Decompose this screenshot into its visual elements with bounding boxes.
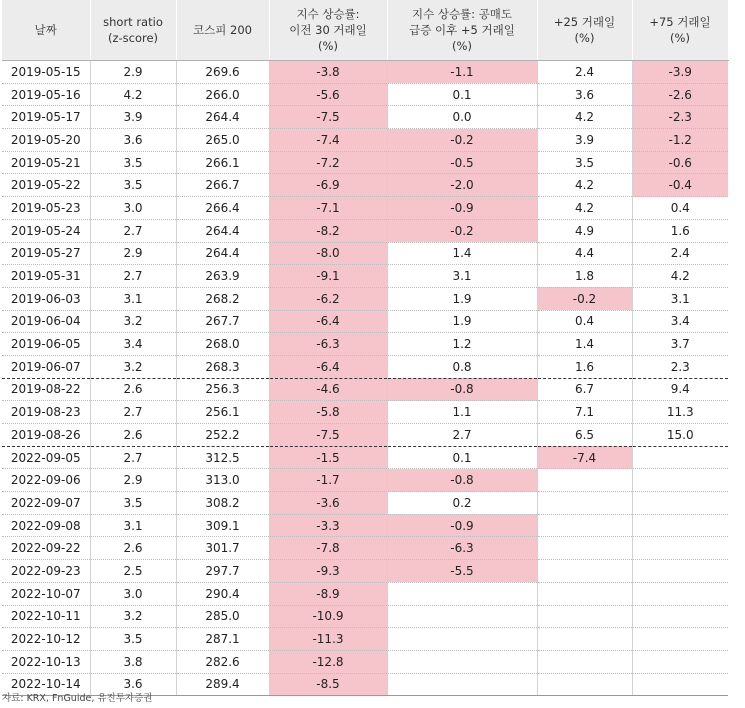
prev30-return-cell: -5.8 [269, 401, 387, 424]
plus25-return-cell: 6.5 [537, 424, 632, 447]
short-ratio-cell: 2.6 [90, 424, 176, 447]
kospi200-cell: 313.0 [176, 469, 269, 492]
kospi200-cell: 264.4 [176, 106, 269, 129]
date-cell: 2022-09-23 [2, 560, 90, 583]
prev30-return-cell: -6.4 [269, 310, 387, 333]
plus5-return-cell: 1.1 [387, 401, 537, 424]
prev30-return-cell: -12.8 [269, 650, 387, 673]
date-cell: 2022-09-05 [2, 446, 90, 469]
table-row [2, 61, 728, 84]
kospi200-cell: 267.7 [176, 310, 269, 333]
header-line: (%) [318, 39, 338, 53]
table-row [2, 424, 728, 447]
plus5-return-cell [387, 605, 537, 628]
short-ratio-cell: 2.7 [90, 446, 176, 469]
plus5-return-cell: 0.1 [387, 83, 537, 106]
plus25-return-cell: 4.2 [537, 174, 632, 197]
plus5-return-cell: -5.5 [387, 560, 537, 583]
plus25-return-cell: 4.4 [537, 242, 632, 265]
plus75-return-cell: 3.4 [632, 310, 728, 333]
prev30-return-cell: -8.2 [269, 219, 387, 242]
prev30-return-cell: -9.3 [269, 560, 387, 583]
kospi200-cell: 268.3 [176, 355, 269, 378]
short-ratio-cell: 3.0 [90, 197, 176, 220]
plus25-return-cell [537, 560, 632, 583]
date-header [2, 0, 90, 61]
kospi200-cell: 269.6 [176, 61, 269, 84]
header-row [2, 0, 728, 61]
prev30-return-cell: -3.8 [269, 61, 387, 84]
table-row [2, 537, 728, 560]
prev30-return-cell: -8.0 [269, 242, 387, 265]
plus5-return-cell: -0.8 [387, 469, 537, 492]
short-ratio-cell: 2.7 [90, 401, 176, 424]
table-row [2, 242, 728, 265]
plus5-return-cell: 0.1 [387, 446, 537, 469]
plus5-return-cell: -0.2 [387, 219, 537, 242]
prev30-return-cell: -3.3 [269, 514, 387, 537]
plus25-return-cell [537, 582, 632, 605]
header-line: 급증 이후 +5 거래일 [409, 23, 515, 37]
plus75-return-cell: 2.4 [632, 242, 728, 265]
plus25-return-cell: 4.9 [537, 219, 632, 242]
plus75-return-cell: 11.3 [632, 401, 728, 424]
kospi200-cell: 285.0 [176, 605, 269, 628]
plus25-return-cell: 0.4 [537, 310, 632, 333]
short-ratio-cell: 3.5 [90, 151, 176, 174]
plus75-return-cell: 2.3 [632, 355, 728, 378]
kospi200-cell: 308.2 [176, 492, 269, 515]
table-row [2, 650, 728, 673]
plus25-return-cell: 6.7 [537, 378, 632, 401]
prev30-return-cell: -7.1 [269, 197, 387, 220]
prev30-return-cell: -7.8 [269, 537, 387, 560]
short-ratio-cell: 3.1 [90, 514, 176, 537]
date-cell: 2019-08-22 [2, 378, 90, 401]
plus75-return-cell [632, 446, 728, 469]
plus75-return-cell: -1.2 [632, 129, 728, 152]
table-row [2, 446, 728, 469]
header-line: (%) [670, 31, 690, 45]
short-ratio-cell: 3.2 [90, 355, 176, 378]
date-cell: 2022-09-07 [2, 492, 90, 515]
short-ratio-cell: 2.9 [90, 242, 176, 265]
header-line: +25 거래일 [553, 15, 616, 29]
short-ratio-cell: 3.0 [90, 582, 176, 605]
plus5-return-cell: 0.2 [387, 492, 537, 515]
kospi200-cell: 266.1 [176, 151, 269, 174]
plus75-return-cell: 1.6 [632, 219, 728, 242]
plus5-return-cell: 1.4 [387, 242, 537, 265]
kospi200-cell: 256.1 [176, 401, 269, 424]
short-ratio-cell: 3.9 [90, 106, 176, 129]
data-table [2, 0, 729, 696]
plus75-return-cell: -2.3 [632, 106, 728, 129]
short-ratio-cell: 3.4 [90, 333, 176, 356]
plus5-return-cell: 1.2 [387, 333, 537, 356]
kospi200-cell: 290.4 [176, 582, 269, 605]
plus5-return-cell [387, 628, 537, 651]
plus75-return-cell: -0.6 [632, 151, 728, 174]
kospi200-cell: 252.2 [176, 424, 269, 447]
short-ratio-cell: 3.5 [90, 628, 176, 651]
plus5-return-cell: -0.9 [387, 197, 537, 220]
short-ratio-cell: 3.2 [90, 605, 176, 628]
prev30-return-cell: -3.6 [269, 492, 387, 515]
prev30-return-cell: -8.9 [269, 582, 387, 605]
short-ratio-cell: 3.6 [90, 129, 176, 152]
plus75-return-cell: 0.4 [632, 197, 728, 220]
table-row [2, 378, 728, 401]
plus75-return-cell: -3.9 [632, 61, 728, 84]
header-line: 코스피 200 [193, 23, 252, 37]
date-cell: 2019-08-23 [2, 401, 90, 424]
kospi200-header [176, 0, 269, 61]
plus75-return-cell [632, 492, 728, 515]
plus5-return-cell [387, 673, 537, 696]
date-cell: 2022-10-13 [2, 650, 90, 673]
plus75-return-cell: 3.7 [632, 333, 728, 356]
header-line: 지수 상승률: [296, 7, 360, 21]
date-cell: 2019-08-26 [2, 424, 90, 447]
short-ratio-cell: 2.5 [90, 560, 176, 583]
plus5-return-header [387, 0, 537, 61]
plus75-return-cell [632, 514, 728, 537]
table-row [2, 492, 728, 515]
prev30-return-cell: -7.4 [269, 129, 387, 152]
plus5-return-cell [387, 582, 537, 605]
date-cell: 2019-05-20 [2, 129, 90, 152]
plus25-return-cell [537, 537, 632, 560]
date-cell: 2019-05-31 [2, 265, 90, 288]
plus5-return-cell: 0.0 [387, 106, 537, 129]
prev30-return-header [269, 0, 387, 61]
table-row [2, 265, 728, 288]
date-cell: 2019-05-17 [2, 106, 90, 129]
kospi200-cell: 266.7 [176, 174, 269, 197]
header-line: 날짜 [34, 23, 57, 37]
date-cell: 2019-05-22 [2, 174, 90, 197]
short-ratio-cell: 2.6 [90, 378, 176, 401]
short-ratio-cell: 3.5 [90, 174, 176, 197]
table-row [2, 333, 728, 356]
plus75-return-cell [632, 605, 728, 628]
plus25-return-cell: 3.5 [537, 151, 632, 174]
kospi200-cell: 256.3 [176, 378, 269, 401]
prev30-return-cell: -6.9 [269, 174, 387, 197]
prev30-return-cell: -1.5 [269, 446, 387, 469]
table-row [2, 151, 728, 174]
kospi200-cell: 282.6 [176, 650, 269, 673]
header-line: (%) [574, 31, 595, 45]
plus25-return-header [537, 0, 632, 61]
prev30-return-cell: -7.2 [269, 151, 387, 174]
header-line: short ratio [103, 15, 163, 29]
plus5-return-cell: 0.8 [387, 355, 537, 378]
plus75-return-header [632, 0, 728, 61]
table-row [2, 469, 728, 492]
kospi200-cell: 268.0 [176, 333, 269, 356]
plus25-return-cell: -0.2 [537, 287, 632, 310]
source-note: 자료: KRX, FnGuide, 유진투자증권 [2, 693, 153, 704]
plus25-return-cell: 7.1 [537, 401, 632, 424]
plus75-return-cell [632, 560, 728, 583]
date-cell: 2019-05-21 [2, 151, 90, 174]
plus5-return-cell: -6.3 [387, 537, 537, 560]
kospi200-cell: 297.7 [176, 560, 269, 583]
table-row [2, 605, 728, 628]
table-row [2, 287, 728, 310]
plus5-return-cell: -0.8 [387, 378, 537, 401]
date-cell: 2019-06-03 [2, 287, 90, 310]
table-row [2, 83, 728, 106]
short-ratio-cell: 3.8 [90, 650, 176, 673]
date-cell: 2019-05-24 [2, 219, 90, 242]
prev30-return-cell: -10.9 [269, 605, 387, 628]
plus25-return-cell: 3.6 [537, 83, 632, 106]
table-row [2, 582, 728, 605]
plus75-return-cell: 4.2 [632, 265, 728, 288]
plus25-return-cell [537, 469, 632, 492]
kospi200-cell: 266.0 [176, 83, 269, 106]
table-row [2, 628, 728, 651]
short-ratio-cell: 3.6 [90, 673, 176, 696]
plus25-return-cell: 4.2 [537, 106, 632, 129]
plus5-return-cell: -0.9 [387, 514, 537, 537]
short-ratio-cell: 3.1 [90, 287, 176, 310]
plus25-return-cell [537, 673, 632, 696]
prev30-return-cell: -6.2 [269, 287, 387, 310]
header-line: (z-score) [107, 31, 159, 45]
prev30-return-cell: -6.4 [269, 355, 387, 378]
short-ratio-header [90, 0, 176, 61]
plus75-return-cell [632, 628, 728, 651]
table-header [2, 0, 728, 61]
plus5-return-cell: 2.7 [387, 424, 537, 447]
kospi200-cell: 263.9 [176, 265, 269, 288]
plus25-return-cell: 3.9 [537, 129, 632, 152]
prev30-return-cell: -1.7 [269, 469, 387, 492]
plus75-return-cell: -2.6 [632, 83, 728, 106]
plus25-return-cell: 4.2 [537, 197, 632, 220]
short-ratio-cell: 2.7 [90, 265, 176, 288]
plus5-return-cell: 1.9 [387, 310, 537, 333]
table-row [2, 401, 728, 424]
prev30-return-cell: -8.5 [269, 673, 387, 696]
kospi200-cell: 264.4 [176, 242, 269, 265]
prev30-return-cell: -6.3 [269, 333, 387, 356]
plus5-return-cell: -0.5 [387, 151, 537, 174]
plus25-return-cell: 1.4 [537, 333, 632, 356]
date-cell: 2019-06-05 [2, 333, 90, 356]
date-cell: 2019-05-27 [2, 242, 90, 265]
plus5-return-cell [387, 650, 537, 673]
header-line: 이전 30 거래일 [289, 23, 367, 37]
table-body [2, 61, 728, 696]
date-cell: 2022-09-22 [2, 537, 90, 560]
short-ratio-cell: 4.2 [90, 83, 176, 106]
kospi200-cell: 289.4 [176, 673, 269, 696]
date-cell: 2019-05-23 [2, 197, 90, 220]
plus25-return-cell: 1.6 [537, 355, 632, 378]
header-line: (%) [452, 39, 472, 53]
plus75-return-cell [632, 673, 728, 696]
plus25-return-cell: -7.4 [537, 446, 632, 469]
plus75-return-cell: 15.0 [632, 424, 728, 447]
header-line: 지수 상승률: 공매도 [411, 7, 513, 21]
date-cell: 2019-05-16 [2, 83, 90, 106]
plus25-return-cell [537, 514, 632, 537]
date-cell: 2022-10-14 [2, 673, 90, 696]
prev30-return-cell: -7.5 [269, 424, 387, 447]
table-row [2, 310, 728, 333]
date-cell: 2022-10-07 [2, 582, 90, 605]
plus25-return-cell: 1.8 [537, 265, 632, 288]
table-row [2, 514, 728, 537]
date-cell: 2022-10-12 [2, 628, 90, 651]
date-cell: 2022-09-06 [2, 469, 90, 492]
prev30-return-cell: -9.1 [269, 265, 387, 288]
plus75-return-cell [632, 469, 728, 492]
table-row [2, 560, 728, 583]
short-ratio-cell: 2.6 [90, 537, 176, 560]
plus5-return-cell: -0.2 [387, 129, 537, 152]
plus5-return-cell: -1.1 [387, 61, 537, 84]
plus25-return-cell [537, 628, 632, 651]
kospi200-cell: 265.0 [176, 129, 269, 152]
table-row [2, 129, 728, 152]
kospi200-cell: 312.5 [176, 446, 269, 469]
table-row [2, 174, 728, 197]
kospi200-cell: 301.7 [176, 537, 269, 560]
header-line: +75 거래일 [649, 15, 711, 29]
short-ratio-cell: 3.2 [90, 310, 176, 333]
prev30-return-cell: -11.3 [269, 628, 387, 651]
date-cell: 2019-06-04 [2, 310, 90, 333]
plus5-return-cell: 3.1 [387, 265, 537, 288]
kospi200-cell: 309.1 [176, 514, 269, 537]
plus25-return-cell [537, 492, 632, 515]
date-cell: 2019-05-15 [2, 61, 90, 84]
table-row [2, 197, 728, 220]
plus75-return-cell [632, 582, 728, 605]
date-cell: 2022-09-08 [2, 514, 90, 537]
short-ratio-cell: 2.9 [90, 469, 176, 492]
date-cell: 2022-10-11 [2, 605, 90, 628]
plus75-return-cell [632, 537, 728, 560]
short-ratio-cell: 2.7 [90, 219, 176, 242]
plus75-return-cell: 3.1 [632, 287, 728, 310]
short-ratio-cell: 3.5 [90, 492, 176, 515]
plus75-return-cell [632, 650, 728, 673]
short-ratio-cell: 2.9 [90, 61, 176, 84]
kospi200-cell: 268.2 [176, 287, 269, 310]
plus25-return-cell: 2.4 [537, 61, 632, 84]
kospi200-cell: 266.4 [176, 197, 269, 220]
table-row [2, 355, 728, 378]
date-cell: 2019-06-07 [2, 355, 90, 378]
plus25-return-cell [537, 650, 632, 673]
prev30-return-cell: -4.6 [269, 378, 387, 401]
plus25-return-cell [537, 605, 632, 628]
kospi200-cell: 287.1 [176, 628, 269, 651]
prev30-return-cell: -5.6 [269, 83, 387, 106]
prev30-return-cell: -7.5 [269, 106, 387, 129]
plus5-return-cell: -2.0 [387, 174, 537, 197]
plus5-return-cell: 1.9 [387, 287, 537, 310]
table-row [2, 106, 728, 129]
kospi200-cell: 264.4 [176, 219, 269, 242]
plus75-return-cell: -0.4 [632, 174, 728, 197]
table-row [2, 219, 728, 242]
plus75-return-cell: 9.4 [632, 378, 728, 401]
